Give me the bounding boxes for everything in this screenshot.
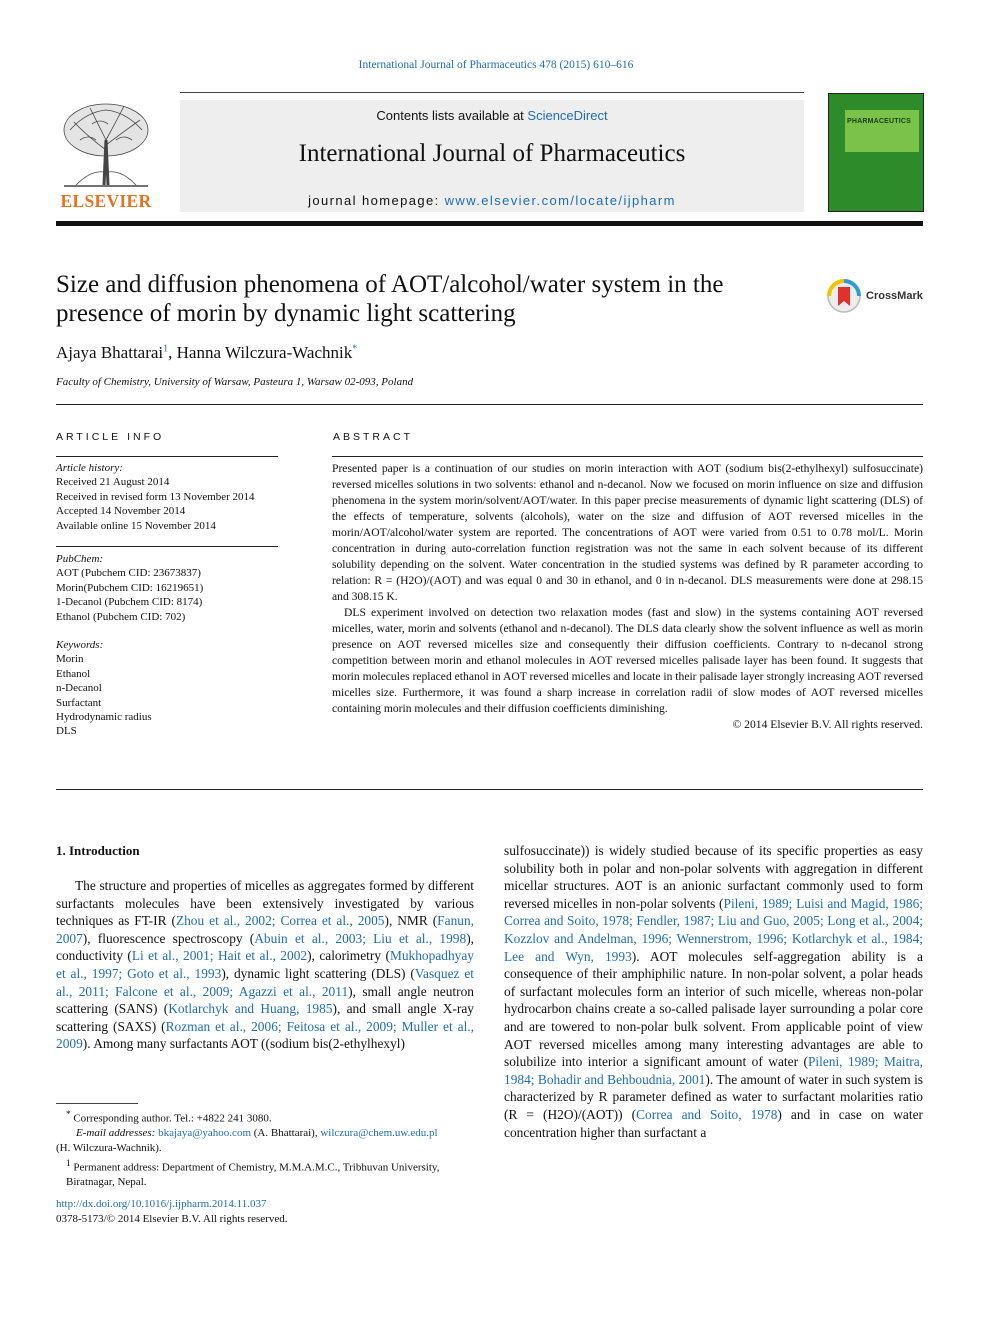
footnote-mark: * <box>66 1109 71 1119</box>
cover-band <box>845 110 919 152</box>
homepage-link[interactable]: www.elsevier.com/locate/ijpharm <box>444 193 676 208</box>
email-link[interactable]: bkajaya@yahoo.com <box>158 1127 251 1140</box>
masthead-bottom-rule <box>56 221 923 226</box>
body-text: ). AOT molecules self-aggregation ability is a consequence of their amphiphilic nature. In non-polar solvent, a polar heads of surfactant molecules form an interior of such micelle, whereas non-polar hydrocarbon chains create a so-called palisade layer surrounding a polar core and are towered to non-polar bulk solvent. From applicable point of view AOT reversed micelles among many interesting advantages are able to solubilize into interior a significant amount of water ( <box>504 948 923 1070</box>
citation-link[interactable]: Pileni, 1989; Maitra, 1984; Bohadir and Behboudnia, 2001 <box>504 1054 923 1087</box>
history-item: Received 21 August 2014 <box>56 476 170 489</box>
divider <box>332 456 923 457</box>
citation-link[interactable]: Fanun, 2007 <box>56 913 474 946</box>
affiliation: Faculty of Chemistry, University of Warsaw, Pasteura 1, Warsaw 02-093, Poland <box>56 376 414 388</box>
footnote-email-owner <box>56 1141 474 1156</box>
contents-line <box>180 108 804 123</box>
divider <box>56 789 923 790</box>
pubchem-item: Ethanol (Pubchem CID: 702) <box>56 610 186 623</box>
body-text: ) and in case on water concentration higher than surfactant a <box>504 1106 923 1140</box>
footnote-permanent <box>56 1156 474 1190</box>
abstract-paragraph: DLS experiment involved on detection two relaxation modes (fast and slow) in the systems containing AOT reversed micelles, water, morin and solvents (ethanol and n-decanol). The DLS data clearly show the solvent influence as well as morin presence on AOT reversed micelles size and consequently their diffusion coefficients. Contrary to n-decanol strong competition between morin and ethanol molecules in AOT reversed micelles palisade layer has been found. It suggests that morin molecules replaced ethanol in AOT reversed micelles and locate in their palisade layer strongly increasing AOT reversed micelles size. Furthermore, it was found a sharp increase in correlation radii of slow modes of AOT reversed micelles containing morin molecules and their diffusion coefficients diminishing. <box>332 606 923 715</box>
email-owner: (A. Bhattarai), <box>251 1127 321 1140</box>
author-name: Hanna Wilczura-Wachnik <box>176 343 353 362</box>
body-paragraph <box>504 842 923 1141</box>
divider <box>56 456 278 457</box>
doi-link[interactable]: http://dx.doi.org/10.1016/j.ijpharm.2014.11.037 <box>56 1198 267 1210</box>
body-text: The structure and properties of micelles as aggregates formed by different surfactants molecules have been extensively investigated by various techniques as FT-IR ( <box>56 878 474 929</box>
history-item: Received in revised form 13 November 2014 <box>56 490 255 503</box>
pubchem-label: PubChem: <box>56 553 104 565</box>
email-link[interactable]: wilczura@chem.uw.edu.pl <box>320 1127 438 1140</box>
keywords-label: Keywords: <box>56 639 104 651</box>
footnotes <box>56 1107 474 1190</box>
body-text: ), fluorescence spectroscopy ( <box>82 930 255 946</box>
doi-block <box>56 1197 288 1227</box>
citation-link[interactable]: Mukhopadhyay et al., 1997; Goto et al., 1993 <box>56 948 474 981</box>
elsevier-tree-icon <box>56 100 156 190</box>
pubchem-item: 1-Decanol (Pubchem CID: 8174) <box>56 596 203 609</box>
footnote-text: Corresponding author. Tel.: +4822 241 3080. <box>73 1112 272 1125</box>
body-text: ). Among many surfactants AOT ((sodium bis(2-ethylhexyl) <box>82 1036 405 1052</box>
body-text: ). The amount of water in such system is characterized by R parameter defined as water to surfactant molarities ratio (R = (H2O)/(AOT)) ( <box>504 1071 923 1122</box>
body-text: ), conductivity ( <box>56 930 474 964</box>
footnote-rule <box>56 1103 138 1104</box>
citation-link[interactable]: Pileni, 1989; Luisi and Magid, 1986; Correa and Soito, 1978; Fendler, 1987; Liu and Guo, 2005; Long et al., 2004; Kozzlov and Andelman, 1996; Wennerstrom, 1996; Kotlarchyk et al., 1984; Lee and Wyn, 1993 <box>504 895 923 964</box>
elsevier-wordmark: ELSEVIER <box>60 191 152 211</box>
crossmark-label: CrossMark <box>866 290 923 302</box>
masthead-rule <box>180 92 804 93</box>
keyword: Surfactant <box>56 696 102 709</box>
email-owner: (H. Wilczura-Wachnik). <box>56 1142 162 1155</box>
abstract-heading: ABSTRACT <box>333 431 414 443</box>
abstract-body <box>332 461 923 733</box>
elsevier-logo <box>56 100 156 212</box>
body-text: ), calorimetry ( <box>307 948 390 964</box>
footnote-text: Permanent address: Department of Chemistry, M.M.A.M.C., Tribhuvan University, Biratnagar, Nepal. <box>66 1161 440 1189</box>
keywords-list <box>56 638 278 739</box>
author-separator: , <box>168 343 177 362</box>
citation-link[interactable]: Li et al., 2001; Hait et al., 2002 <box>131 948 308 964</box>
sciencedirect-link[interactable]: ScienceDirect <box>527 108 608 123</box>
pubchem-list <box>56 552 278 624</box>
citation-link[interactable]: Vasquez et al., 2011; Falcone et al., 2009; Agazzi et al., 2011 <box>56 965 474 999</box>
footnote-mark: 1 <box>66 1157 71 1168</box>
body-column-right <box>504 842 923 1141</box>
body-paragraph <box>56 877 474 1053</box>
footnote-corresponding <box>56 1107 474 1126</box>
footnote-emails <box>56 1126 474 1141</box>
pubchem-item: AOT (Pubchem CID: 23673837) <box>56 567 201 580</box>
citation-link[interactable]: Rozman et al., 2006; Feitosa et al., 2009; Muller et al., 2009 <box>56 1018 474 1052</box>
crossmark-icon <box>826 278 862 314</box>
corresponding-author-mark[interactable]: * <box>352 343 358 355</box>
section-heading: 1. Introduction <box>56 843 140 858</box>
history-item: Accepted 14 November 2014 <box>56 505 186 518</box>
keyword: Ethanol <box>56 667 91 680</box>
body-text: ), small angle neutron scattering (SANS) ( <box>56 983 475 1017</box>
masthead <box>180 100 804 212</box>
history-label: Article history: <box>56 462 123 474</box>
body-column-left <box>56 877 474 1053</box>
citation-link[interactable]: Zhou et al., 2002; Correa et al., 2005 <box>175 913 385 929</box>
divider <box>56 404 923 405</box>
cover-title: PHARMACEUTICS <box>847 118 912 125</box>
email-label: E-mail addresses: <box>76 1127 156 1140</box>
keyword: Hydrodynamic radius <box>56 711 152 724</box>
issn-line: 0378-5173/© 2014 Elsevier B.V. All rights reserved. <box>56 1213 288 1225</box>
pubchem-item: Morin(Pubchem CID: 16219651) <box>56 581 204 594</box>
body-text: sulfosuccinate)) is widely studied because of its specific properties as easy solubility both in polar and non-polar solvents with aggregation in different micellar structures. AOT is an anionic surfactant commonly used to form reversed micelles in non-polar solvents ( <box>504 843 923 911</box>
body-text: ), and small angle X-ray scattering (SAXS) ( <box>56 1001 474 1034</box>
author-list <box>56 343 357 363</box>
citation-link[interactable]: Correa and Soito, 1978 <box>636 1106 778 1122</box>
citation-link[interactable]: Abuin et al., 2003; Liu et al., 1998 <box>254 930 467 946</box>
article-info-heading: ARTICLE INFO <box>56 431 165 443</box>
history-item: Available online 15 November 2014 <box>56 519 216 532</box>
article-history <box>56 461 278 533</box>
divider <box>56 546 278 547</box>
body-text: ), NMR ( <box>384 913 438 929</box>
journal-cover[interactable] <box>828 93 924 212</box>
homepage-prefix: journal homepage: <box>308 193 445 208</box>
author-footnote-mark[interactable]: 1 <box>163 343 169 355</box>
homepage-line <box>180 193 804 208</box>
abstract-paragraph: Presented paper is a continuation of our studies on morin interaction with AOT (sodium bis(2-ethylhexyl) sulfosuccinate) reversed micelles solutions in two solvents: ethanol and n-decanol. Now we focused on morin influence on size and diffusion phenomena in the system morin/solvent/AOT/water. In this paper precise measurements of dynamic light scattering (DLS) of the effects of temperature, solvents (alcohols), water on the size and diffusion of AOT reversed micelles in the morin/AOT/alcohol/water system are reported. The concentrations of AOT were varied from 0.51 to 0.78 mol/L. Morin concentration in during auto-correlation function registration was not the same in each solvent because of its different solubility depending on the solvent. Water concentration in the studied systems was defined by R parameter according to relation: R = (H2O)/(AOT) and was equal 0 and 30 in ethanol, and 0 in n-decanol. DLS measurements were done at 298.15 and 308.15 K. <box>332 462 923 603</box>
abstract-copyright: © 2014 Elsevier B.V. All rights reserved. <box>732 718 923 731</box>
citation-link[interactable]: Kotlarchyk and Huang, 1985 <box>168 1001 333 1017</box>
article-title: Size and diffusion phenomena of AOT/alcohol/water system in the presence of morin by dynamic light scattering <box>56 271 724 327</box>
contents-prefix: Contents lists available at <box>376 108 528 123</box>
crossmark-badge[interactable] <box>826 278 926 316</box>
body-text: ), dynamic light scattering (DLS) ( <box>221 965 415 981</box>
keyword: n-Decanol <box>56 682 102 695</box>
keyword: Morin <box>56 653 84 666</box>
journal-title: International Journal of Pharmaceutics <box>298 140 686 167</box>
keyword: DLS <box>56 725 77 738</box>
author-name: Ajaya Bhattarai <box>56 343 164 362</box>
journal-citation[interactable]: International Journal of Pharmaceutics 478 (2015) 610–616 <box>358 59 634 71</box>
